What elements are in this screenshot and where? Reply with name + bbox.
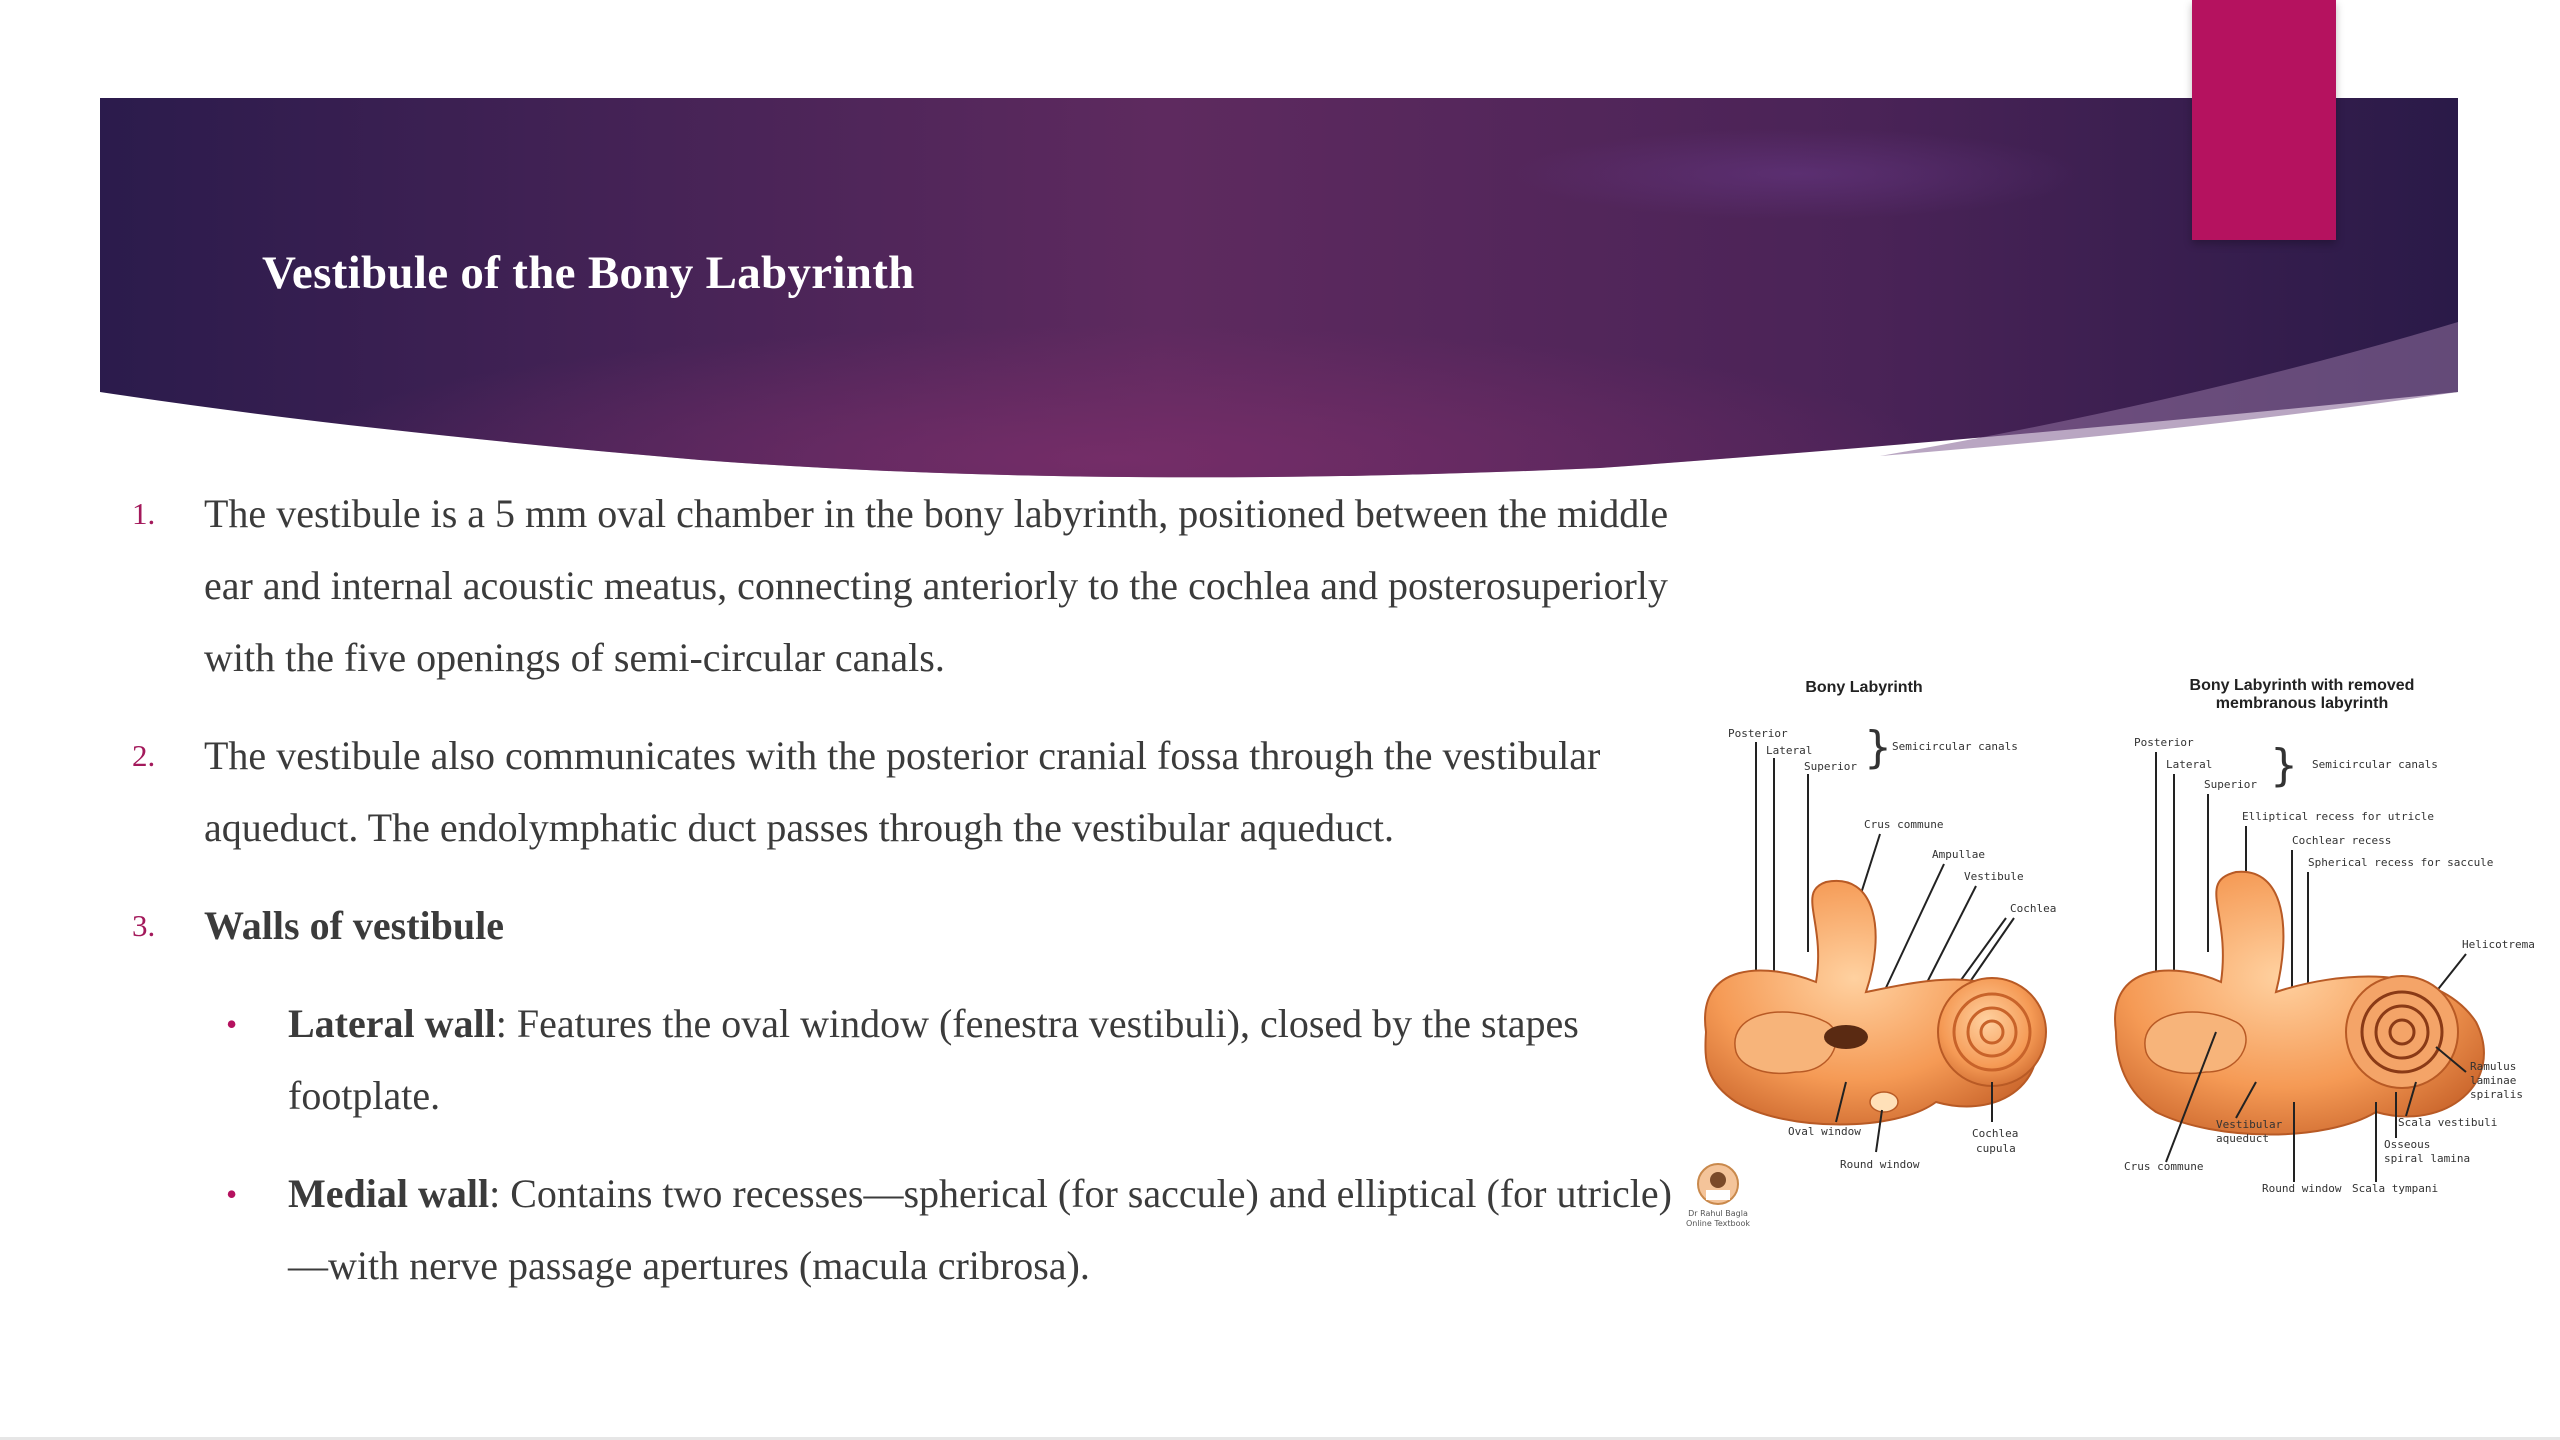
list-item-text: The vestibule also communicates with the posterior cranial fossa through the vestibular aqueduct. The endolymphatic duct passes through the vestibular aqueduct. — [204, 733, 1601, 850]
label-vestibular-aqueduct-2: aqueduct — [2216, 1132, 2269, 1145]
list-item — [128, 890, 1688, 962]
label-oval-window: Oval window — [1788, 1125, 1861, 1138]
label-posterior: Posterior — [1728, 727, 1788, 740]
label-semicircular-right: Semicircular canals — [2312, 758, 2438, 771]
list-number: 3. — [132, 908, 156, 943]
figure-title-left: Bony Labyrinth — [1805, 679, 1923, 696]
logo-text-2: Online Textbook — [1685, 1219, 1751, 1228]
label-cochlea-cupula: Cochlea — [1972, 1127, 2019, 1140]
sub-list-item — [128, 1158, 1688, 1302]
label-spherical-recess: Spherical recess for saccule — [2308, 856, 2494, 869]
list-number: 1. — [132, 496, 156, 531]
label-lateral-right: Lateral — [2166, 758, 2213, 771]
label-lateral: Lateral — [1766, 744, 1813, 757]
sub-item-text: : Features the oval window (fenestra vestibuli), closed by the stapes footplate. — [288, 1001, 1579, 1118]
label-ampullae: Ampullae — [1932, 848, 1985, 861]
label-cochlea: Cochlea — [2010, 902, 2057, 915]
figure-title-right-2: membranous labyrinth — [2215, 695, 2389, 712]
label-round-window: Round window — [1840, 1158, 1920, 1171]
label-posterior-right: Posterior — [2134, 736, 2194, 749]
label-scala-tympani: Scala tympani — [2352, 1182, 2439, 1195]
label-ramulus-3: spiralis — [2470, 1088, 2523, 1101]
list-item-heading: Walls of vestibule — [204, 903, 505, 948]
label-elliptical-recess: Elliptical recess for utricle — [2242, 810, 2435, 823]
list-item-text: The vestibule is a 5 mm oval chamber in the bony labyrinth, positioned between the middle ear and internal acoustic meatus, connecting anteriorly to the cochlea and posterosuperiorly with the five openings of semi-circular canals. — [204, 491, 1669, 680]
sub-item-term: Lateral wall — [288, 1001, 496, 1046]
label-ramulus: Ramulus — [2470, 1060, 2517, 1073]
label-superior-right: Superior — [2204, 778, 2257, 791]
label-scala-vestibuli: Scala vestibuli — [2398, 1116, 2498, 1129]
sub-item-term: Medial wall — [288, 1171, 490, 1216]
bullet-icon: • — [226, 1176, 238, 1212]
bullet-icon: • — [226, 1006, 238, 1042]
label-cochlea-cupula-2: cupula — [1976, 1142, 2016, 1155]
label-crus-commune-right: Crus commune — [2124, 1160, 2204, 1173]
labyrinth-illustration — [1676, 662, 2536, 1242]
slide-title: Vestibule of the Bony Labyrinth — [262, 247, 915, 299]
brace-icon: } — [1864, 722, 1892, 773]
sub-list-item — [128, 988, 1688, 1132]
figure-title-right-1: Bony Labyrinth with removed — [2189, 677, 2415, 694]
sub-item-text: : Contains two recesses—spherical (for saccule) and elliptical (for utricle)—with nerve passage apertures (macula cribrosa). — [288, 1171, 1672, 1288]
title-banner — [0, 0, 2560, 480]
label-osseous-2: spiral lamina — [2384, 1152, 2471, 1165]
label-vestibular-aqueduct: Vestibular — [2216, 1118, 2283, 1131]
bony-labyrinth-figure — [1686, 679, 2056, 1228]
logo-text-1: Dr Rahul Bagla — [1688, 1209, 1748, 1218]
label-vestibule: Vestibule — [1964, 870, 2024, 883]
labyrinth-removed-membranous-figure — [2115, 677, 2535, 1195]
label-semicircular: Semicircular canals — [1892, 740, 2018, 753]
label-superior: Superior — [1804, 760, 1857, 773]
author-logo — [1686, 1164, 1750, 1228]
label-ramulus-2: laminae — [2470, 1074, 2517, 1087]
label-helicotrema: Helicotrema — [2462, 938, 2535, 951]
slide-content — [128, 478, 1688, 1328]
label-osseous: Osseous — [2384, 1138, 2431, 1151]
accent-tab — [2192, 0, 2336, 240]
list-item — [128, 720, 1688, 864]
label-round-window-right: Round window — [2262, 1182, 2342, 1195]
label-cochlear-recess: Cochlear recess — [2292, 834, 2392, 847]
label-crus-commune: Crus commune — [1864, 818, 1944, 831]
brace-icon-right: } — [2270, 740, 2298, 791]
list-item — [128, 478, 1688, 694]
list-number: 2. — [132, 738, 156, 773]
